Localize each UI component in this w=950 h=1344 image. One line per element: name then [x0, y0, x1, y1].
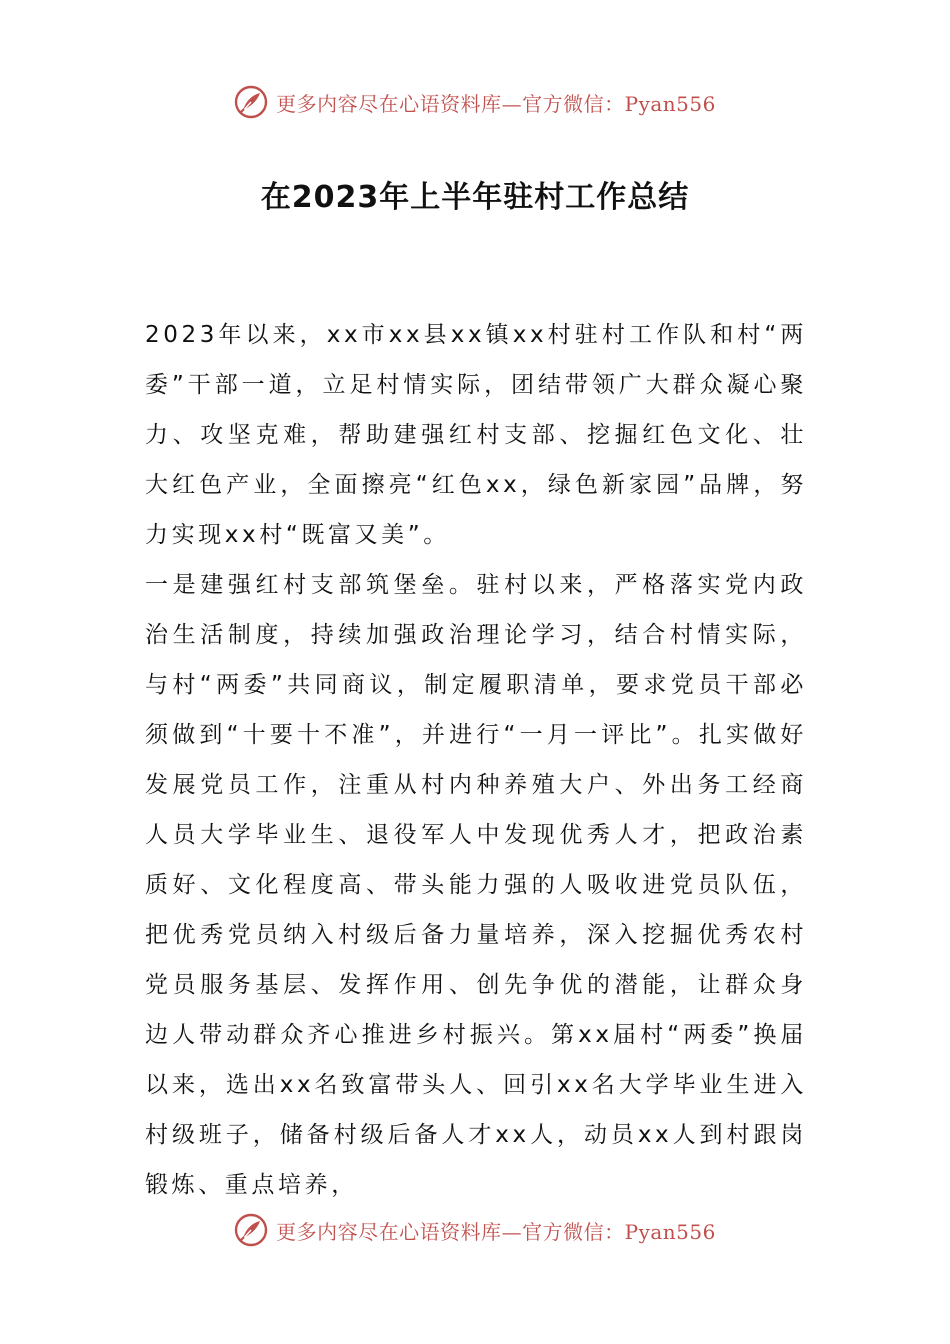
header-watermark	[0, 82, 950, 122]
document-body	[145, 310, 807, 1210]
watermark-site-text: 更多内容尽在心语资料库	[276, 1219, 502, 1244]
watermark-wechat-label: 官方微信：	[522, 91, 625, 116]
footer-watermark	[0, 1210, 950, 1250]
document-title: 在2023年上半年驻村工作总结	[260, 180, 690, 215]
watermark-separator: —	[501, 1219, 523, 1244]
watermark-wechat-id: Pyan556	[624, 91, 716, 116]
watermark-wechat-id: Pyan556	[624, 1219, 716, 1244]
feather-pen-logo-icon	[234, 85, 268, 119]
watermark-text	[276, 1216, 716, 1245]
watermark-text	[276, 88, 716, 117]
watermark-site-text: 更多内容尽在心语资料库	[276, 91, 502, 116]
paragraph-section-one: 一是建强红村支部筑堡垒。驻村以来，严格落实党内政治生活制度，持续加强政治理论学习，结合村情实际，与村“两委”共同商议，制定履职清单，要求党员干部必须做到“十要十不准”，并进行“一月一评比”。扎实做好发展党员工作，注重从村内种养殖大户、外出务工经商人员大学毕业生、退役军人中发现优秀人才，把政治素质好、文化程度高、带头能力强的人吸收进党员队伍，把优秀党员纳入村级后备力量培养，深入挖掘优秀农村党员服务基层、发挥作用、创先争优的潜能，让群众身边人带动群众齐心推进乡村振兴。第xx届村“两委”换届以来，选出xx名致富带头人、回引xx名大学毕业生进入村级班子，储备村级后备人才xx人，动员xx人到村跟岗锻炼、重点培养，	[145, 572, 807, 1198]
watermark-wechat-label: 官方微信：	[522, 1219, 625, 1244]
feather-pen-logo-icon	[234, 1213, 268, 1247]
paragraph-intro: 2023年以来，xx市xx县xx镇xx村驻村工作队和村“两委”干部一道，立足村情实际，团结带领广大群众凝心聚力、攻坚克难，帮助建强红村支部、挖掘红色文化、壮大红色产业，全面擦亮“红色xx，绿色新家园”品牌，努力实现xx村“既富又美”。	[145, 322, 807, 548]
watermark-separator: —	[501, 91, 523, 116]
